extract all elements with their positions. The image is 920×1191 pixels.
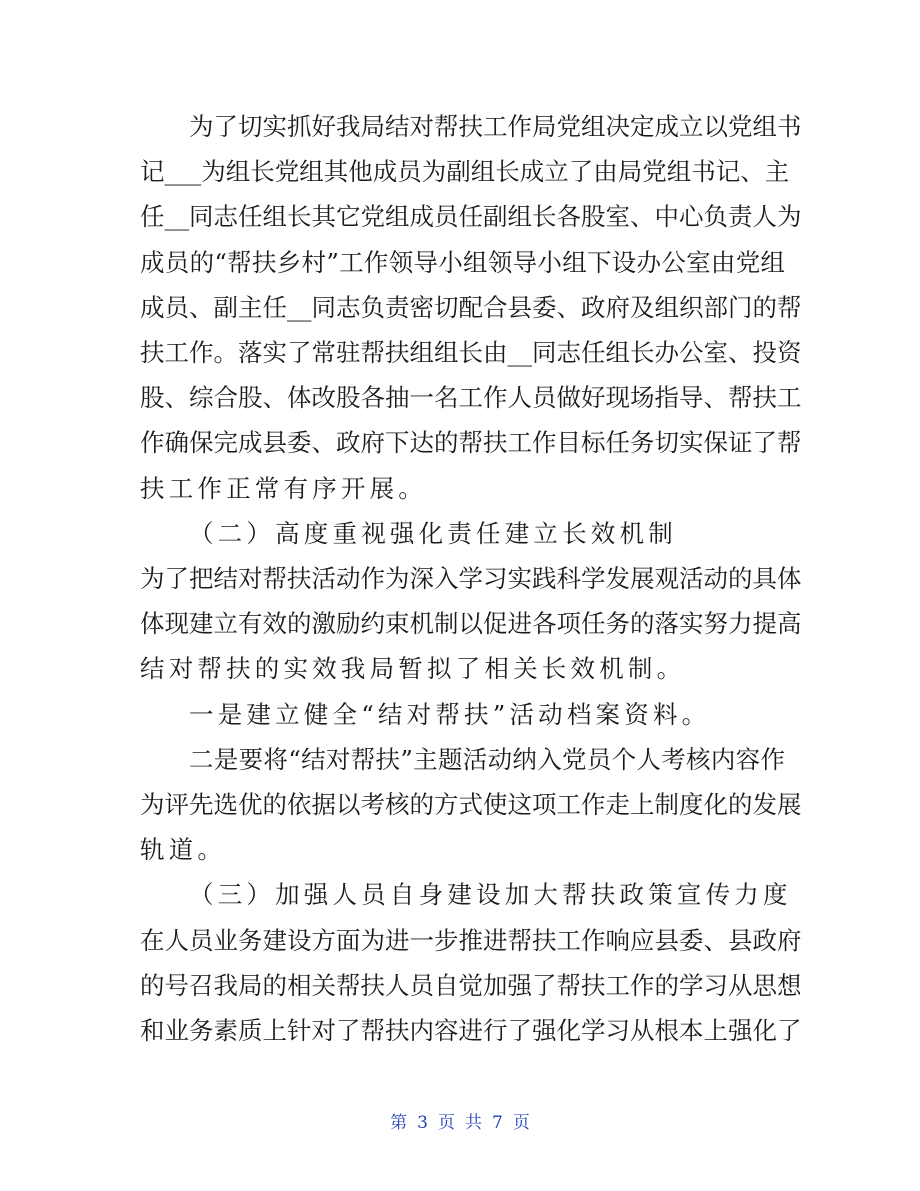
text-line: 轨道。 [140,835,227,865]
text-line: 二是要将“结对帮扶”主题活动纳入党员个人考核内容作 [189,744,785,774]
text-line: 任__同志任组长其它党组成员任副组长各股室、中心负责人为 [140,202,802,232]
text-line: 一是建立健全“结对帮扶”活动档案资料。 [189,699,711,729]
text-line: 和业务素质上针对了帮扶内容进行了强化学习从根本上强化了 [140,1016,802,1045]
page-footer [0,1108,920,1133]
text-line: 体现建立有效的激励约束机制以促进各项任务的落实努力提高 [140,609,802,639]
footer-ye: 页 [438,1113,455,1133]
text-line: 为了切实抓好我局结对帮扶工作局党组决定成立以党组书 [189,112,802,141]
text-line: 扶工作正常有序开展。 [140,473,427,503]
footer-ye2: 页 [512,1113,530,1133]
text-line: 在人员业务建设方面为进一步推进帮扶工作响应县委、县政府 [140,925,802,955]
text-line: 记___为组长党组其他成员为副组长成立了由局党组书记、主 [140,157,790,187]
text-line: 股、综合股、体改股各抽一名工作人员做好现场指导、帮扶工 [140,383,802,413]
text-line: 扶工作。落实了常驻帮扶组组长由__同志任组长办公室、投资 [140,338,802,367]
text-line: （二）高度重视强化责任建立长效机制 [189,518,677,548]
text-line: 的号召我局的相关帮扶人员自觉加强了帮扶工作的学习从思想 [140,970,802,1000]
footer-di: 第 [390,1113,408,1133]
text-line: 为评先选优的依据以考核的方式使这项工作走上制度化的发展 [140,790,802,819]
footer-gong: 共 [465,1113,482,1133]
footer-current-page: 3 [417,1113,428,1133]
footer-total-pages: 7 [492,1113,503,1133]
text-line: 为了把结对帮扶活动作为深入学习实践科学发展观活动的具体 [140,564,802,593]
text-line: 成员、副主任__同志负责密切配合县委、政府及组织部门的帮 [140,292,802,322]
text-line: 结对帮扶的实效我局暂拟了相关长效机制。 [140,654,686,684]
text-line: 作确保完成县委、政府下达的帮扶工作目标任务切实保证了帮 [140,428,802,458]
text-line: 成员的“帮扶乡村”工作领导小组领导小组下设办公室由党组 [140,247,785,277]
text-line: （三）加强人员自身建设加大帮扶政策宣传力度 [189,880,792,910]
